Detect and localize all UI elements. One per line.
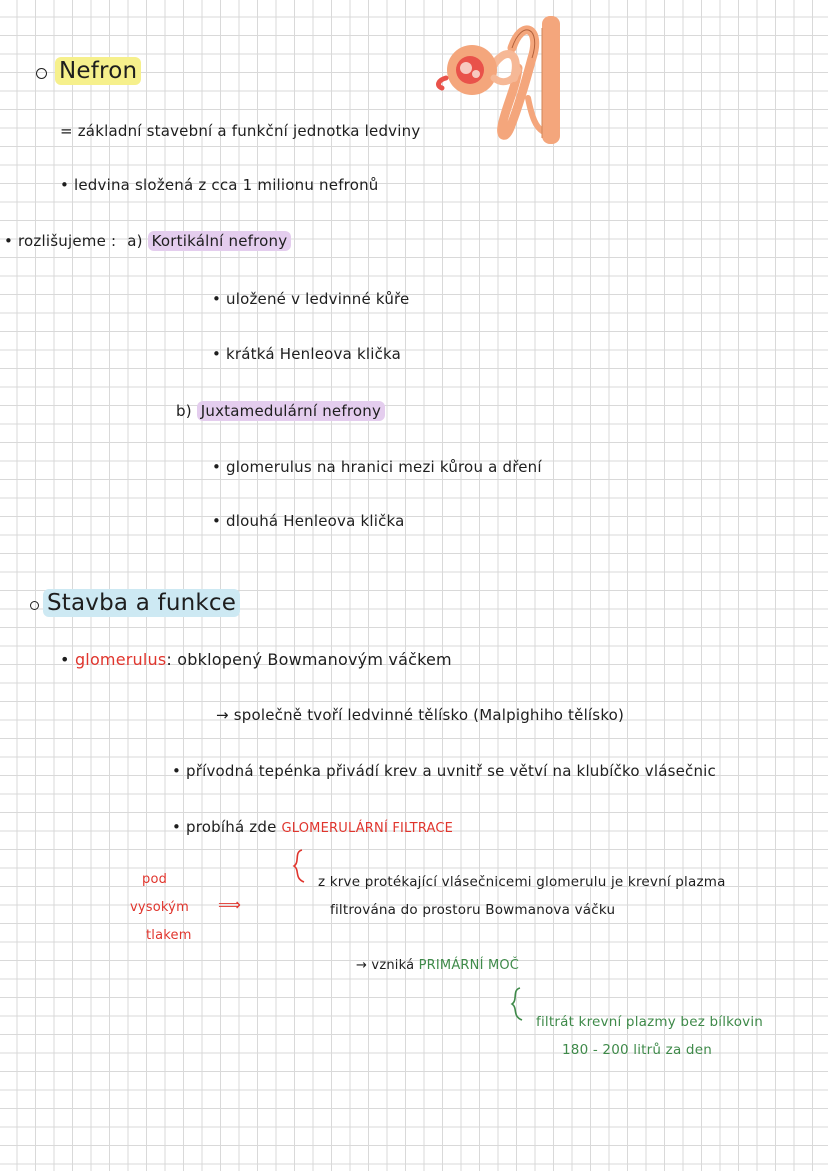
nephron-definition: = základní stavební a funkční jednotka ledviny <box>60 122 421 140</box>
juxta-item-1: • glomerulus na hranici mezi kůrou a dření <box>212 458 542 476</box>
pressure-word-1: pod <box>142 872 168 887</box>
circle-bullet-icon <box>36 68 47 79</box>
circle-bullet-icon <box>30 601 39 610</box>
nefron-heading <box>36 58 141 84</box>
brace-icon <box>290 848 310 884</box>
filtration-prefix: • probíhá zde <box>172 818 277 836</box>
brace-icon <box>508 986 528 1022</box>
glomerulus-desc: : obklopený Bowmanovým váčkem <box>166 650 452 669</box>
distinguish-line <box>4 232 291 250</box>
distinguish-label: • rozlišujeme : <box>4 232 117 250</box>
filter-desc-1: z krve protékající vlásečnicemi glomerulu je krevní plazma <box>318 874 726 890</box>
double-arrow-icon: ⟹ <box>218 895 242 914</box>
urine-line <box>356 958 519 973</box>
juxta-line <box>176 402 385 420</box>
filter-desc-2: filtrována do prostoru Bowmanova váčku <box>330 902 616 918</box>
artery-line: • přívodná tepénka přivádí krev a uvnitř se větví na klubíčko vlásečnic <box>172 762 716 780</box>
juxta-title: Juxtamedulární nefrony <box>197 401 385 421</box>
stavba-title: Stavba a funkce <box>43 589 240 617</box>
cortical-item-2: • krátká Henleova klička <box>212 345 402 363</box>
pressure-word-3: tlakem <box>146 928 192 943</box>
juxta-item-2: • dlouhá Henleova klička <box>212 512 405 530</box>
kidney-note: • ledvina složená z cca 1 milionu nefronů <box>60 176 379 194</box>
urine-desc-2: 180 - 200 litrů za den <box>562 1042 712 1058</box>
pressure-word-2: vysokým <box>130 900 189 915</box>
urine-desc-1: filtrát krevní plazmy bez bílkovin <box>536 1014 764 1030</box>
glomerulus-line <box>60 650 452 669</box>
glomerulus-bullet: • <box>60 650 70 669</box>
together-line: → společně tvoří ledvinné tělísko (Malpighiho tělísko) <box>216 706 625 724</box>
nefron-title: Nefron <box>55 57 141 85</box>
cortical-title: Kortikální nefrony <box>148 231 292 251</box>
filtration-line <box>172 818 453 836</box>
glomerulus-term: glomerulus <box>74 650 167 669</box>
nephron-illustration <box>432 8 572 148</box>
cortical-item-1: • uložené v ledvinné kůře <box>212 290 410 308</box>
filtration-term: GLOMERULÁRNÍ FILTRACE <box>281 821 454 836</box>
option-b-label: b) <box>176 402 192 420</box>
stavba-heading <box>30 590 240 616</box>
urine-prefix: → vzniká <box>356 958 415 973</box>
urine-term: PRIMÁRNÍ MOČ <box>418 958 520 973</box>
option-a-label: a) <box>127 232 143 250</box>
